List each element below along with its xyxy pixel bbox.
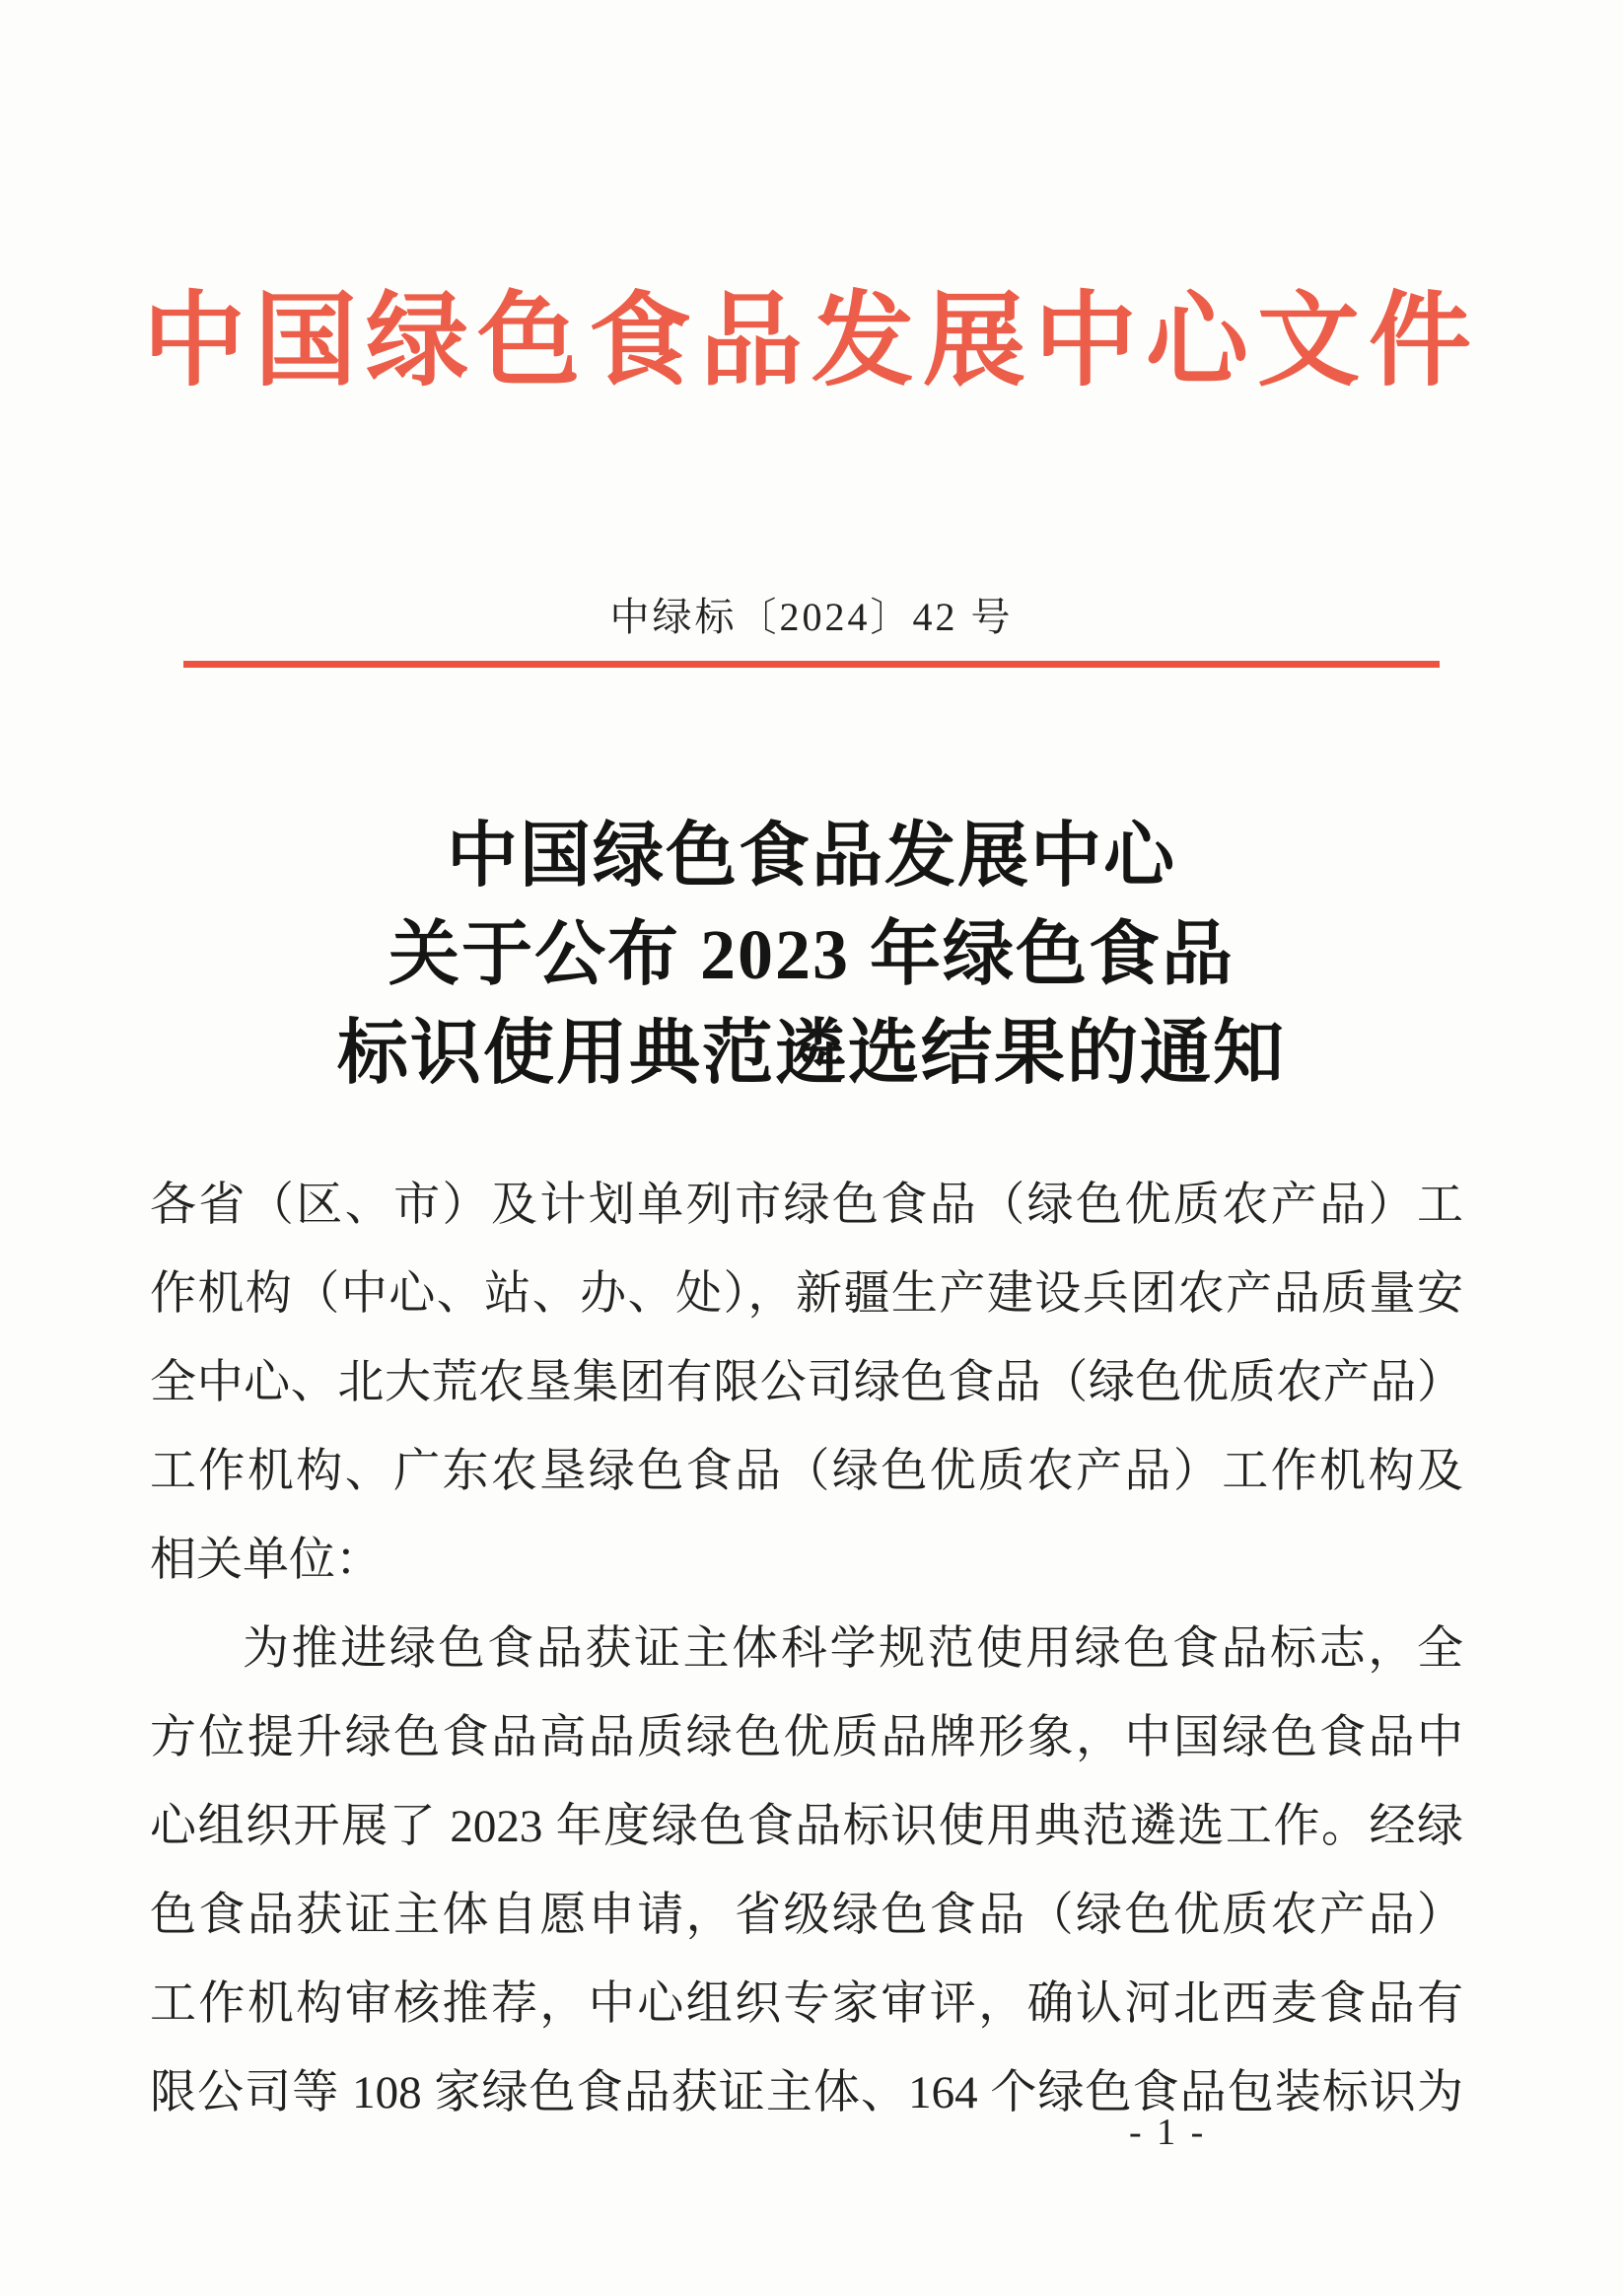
red-divider-line [183, 661, 1440, 668]
notice-title-line-3: 标识使用典范遴选结果的通知 [336, 1014, 1286, 1093]
notice-body [150, 1161, 1463, 2137]
document-number: 中绿标〔2024〕42 号 [609, 595, 1014, 639]
notice-title-line-1: 中国绿色食品发展中心 [446, 817, 1176, 896]
body-line: 色食品获证主体自愿申请，省级绿色食品（绿色优质农产品） [150, 1890, 1463, 1941]
body-line: 作机构（中心、站、办、处），新疆生产建设兵团农产品质量安 [150, 1268, 1463, 1320]
body-line: 心组织开展了 2023 年度绿色食品标识使用典范遴选工作。经绿 [150, 1801, 1463, 1852]
body-line-salutation-end: 相关单位： [150, 1535, 382, 1586]
body-line-paragraph-start: 为推进绿色食品获证主体科学规范使用绿色食品标志，全 [243, 1623, 1463, 1675]
notice-title [0, 807, 1623, 1103]
page-number: - 1 - [1129, 2112, 1207, 2153]
body-line: 限公司等 108 家绿色食品获证主体、164 个绿色食品包装标识为 [150, 2067, 1463, 2118]
body-line: 全中心、北大荒农垦集团有限公司绿色食品（绿色优质农产品） [150, 1357, 1463, 1408]
body-line: 各省（区、市）及计划单列市绿色食品（绿色优质农产品）工 [150, 1180, 1463, 1231]
agency-letterhead-title: 中国绿色食品发展中心文件 [142, 285, 1480, 398]
body-line: 方位提升绿色食品高品质绿色优质品牌形象，中国绿色食品中 [150, 1712, 1463, 1763]
notice-title-line-2: 关于公布 2023 年绿色食品 [388, 915, 1235, 994]
body-line: 工作机构、广东农垦绿色食品（绿色优质农产品）工作机构及 [150, 1446, 1463, 1497]
body-line: 工作机构审核推荐，中心组织专家审评，确认河北西麦食品有 [150, 1978, 1463, 2030]
